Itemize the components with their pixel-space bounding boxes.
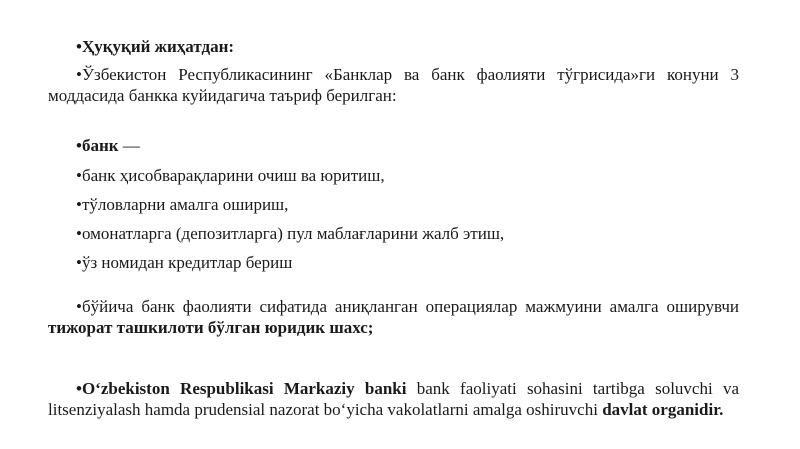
paragraph-legal-entity-lead: •бўйича банк фаолияти сифатида аниқланган операциялар мажмуини амалга оширувчи bbox=[76, 297, 739, 316]
list-item-deposits-text: •омонатларга (депозитларга) пул маблағларини жалб этиш, bbox=[76, 224, 505, 243]
list-item-payments bbox=[48, 194, 739, 215]
list-item-accounts-text: •банк ҳисобварақларини очиш ва юритиш, bbox=[76, 166, 385, 185]
list-item-deposits bbox=[48, 223, 739, 244]
paragraph-legal-entity bbox=[48, 296, 739, 338]
paragraph-central-bank bbox=[48, 378, 739, 420]
term-bank-bold: •банк bbox=[76, 136, 119, 155]
paragraph-law-definition bbox=[48, 64, 739, 106]
paragraph-legal-entity-bold: тижорат ташкилоти бўлган юридик шахс; bbox=[48, 318, 374, 337]
list-item-credits-text: •ўз номидан кредитлар бериш bbox=[76, 253, 293, 272]
heading-legal-aspect-text: •Ҳуқуқий жиҳатдан: bbox=[76, 37, 235, 56]
list-item-payments-text: •тўловларни амалга ошириш, bbox=[76, 195, 289, 214]
paragraph-central-bank-bold-lead: •O‘zbekiston Respublikasi Markaziy banki bbox=[76, 379, 407, 398]
paragraph-law-definition-text: •Ўзбекистон Республикасининг «Банклар ва банк фаолияти тўгрисида»ги конуни 3 моддасида банкка куйидагича таъриф берилган: bbox=[48, 65, 739, 105]
heading-legal-aspect bbox=[48, 36, 739, 57]
list-item-credits bbox=[48, 252, 739, 273]
paragraph-central-bank-bold-end: davlat organidir. bbox=[602, 400, 724, 419]
term-bank bbox=[48, 135, 739, 156]
list-item-accounts bbox=[48, 165, 739, 186]
paragraph-central-bank-mid: bank faoliyati sohasini tartibga soluvchi va litsenziyalash hamda prudensial nazorat bo‘yicha vakolatlarni amalga oshiruvchi bbox=[48, 379, 739, 419]
term-bank-dash: — bbox=[118, 136, 140, 155]
